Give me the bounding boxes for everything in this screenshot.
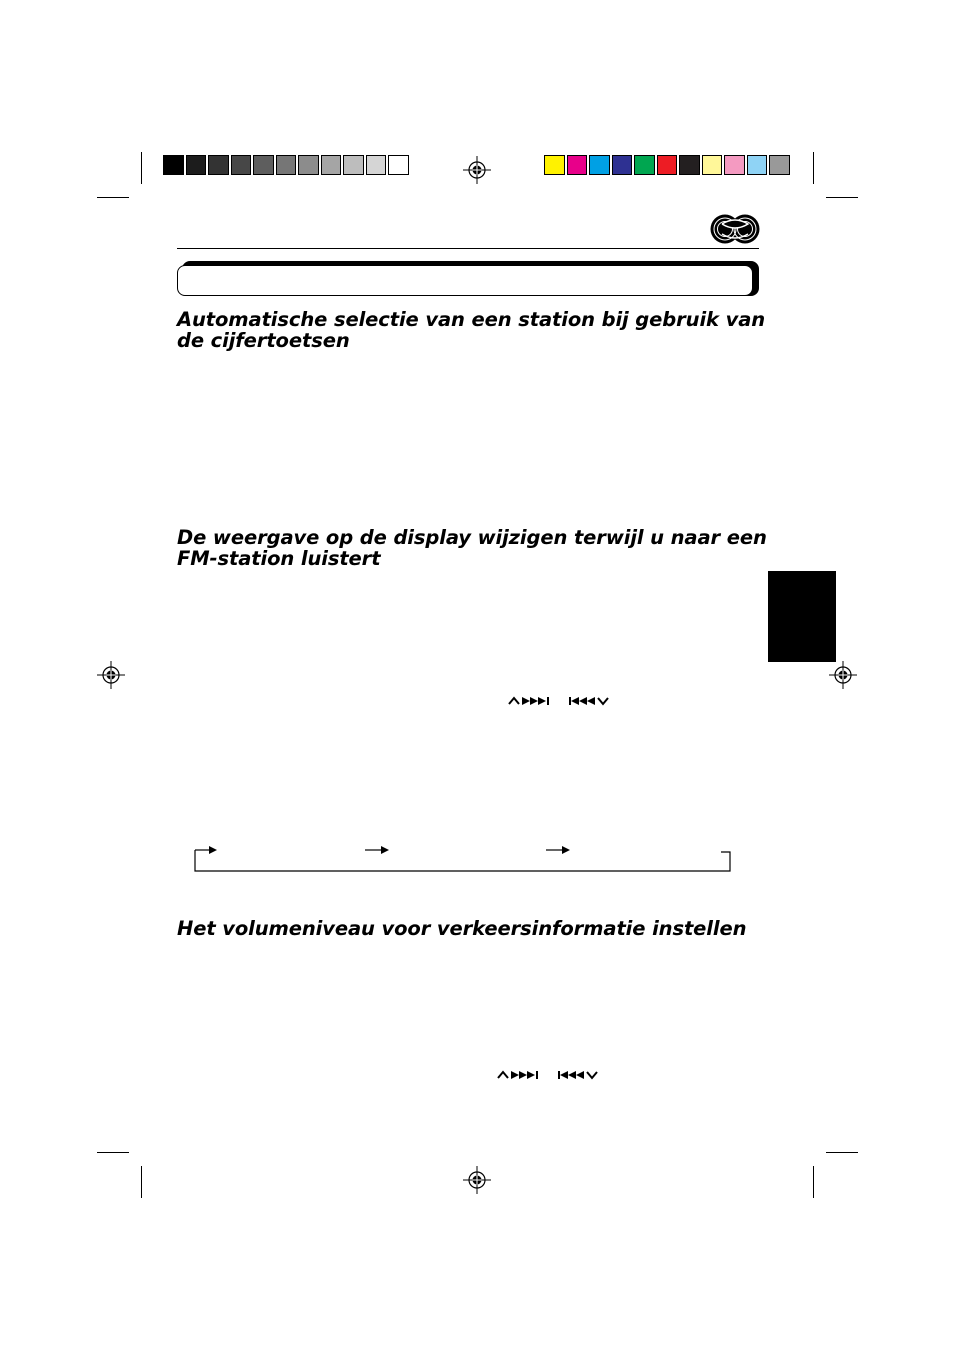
color-swatch: [321, 155, 342, 175]
color-swatch: [343, 155, 364, 175]
color-bar: [544, 155, 792, 175]
trim-mark: [826, 1152, 858, 1153]
color-swatch: [544, 155, 565, 175]
up-forward-icon: [497, 1068, 541, 1082]
section-heading-traffic-volume: Het volumeniveau voor verkeersinformatie instellen: [177, 917, 747, 940]
color-swatch: [657, 155, 678, 175]
registration-crosshair-icon: [463, 156, 491, 184]
trim-mark: [97, 1152, 129, 1153]
color-swatch: [702, 155, 723, 175]
section-heading-display-change: De weergave op de display wijzigen terwijl u naar een FM-station luistert: [177, 526, 767, 570]
color-swatch: [208, 155, 229, 175]
grayscale-bar: [163, 155, 411, 175]
disc-logo-icon: [710, 212, 760, 246]
display-cycle-diagram: [193, 842, 733, 874]
trim-mark: [813, 152, 814, 184]
color-swatch: [634, 155, 655, 175]
color-swatch: [298, 155, 319, 175]
color-swatch: [769, 155, 790, 175]
color-swatch: [231, 155, 252, 175]
up-forward-icon: [508, 694, 552, 708]
color-swatch: [253, 155, 274, 175]
trim-mark: [141, 1166, 142, 1198]
registration-crosshair-icon: [829, 661, 857, 689]
language-side-tab: [768, 571, 836, 662]
section-title-bar: [177, 265, 753, 296]
back-down-icon: [557, 1068, 601, 1082]
section-heading-auto-select: Automatische selectie van een station bij gebruik van de cijfertoetsen: [177, 308, 766, 352]
trim-mark: [813, 1166, 814, 1198]
trim-mark: [141, 152, 142, 184]
header-rule: [177, 248, 759, 249]
color-swatch: [679, 155, 700, 175]
color-swatch: [724, 155, 745, 175]
color-swatch: [163, 155, 184, 175]
color-swatch: [388, 155, 409, 175]
trim-mark: [97, 197, 129, 198]
color-swatch: [747, 155, 768, 175]
back-down-icon: [568, 694, 612, 708]
color-swatch: [612, 155, 633, 175]
color-swatch: [366, 155, 387, 175]
trim-mark: [826, 197, 858, 198]
color-swatch: [589, 155, 610, 175]
registration-crosshair-icon: [463, 1166, 491, 1194]
color-swatch: [567, 155, 588, 175]
color-swatch: [186, 155, 207, 175]
registration-crosshair-icon: [97, 661, 125, 689]
color-swatch: [276, 155, 297, 175]
